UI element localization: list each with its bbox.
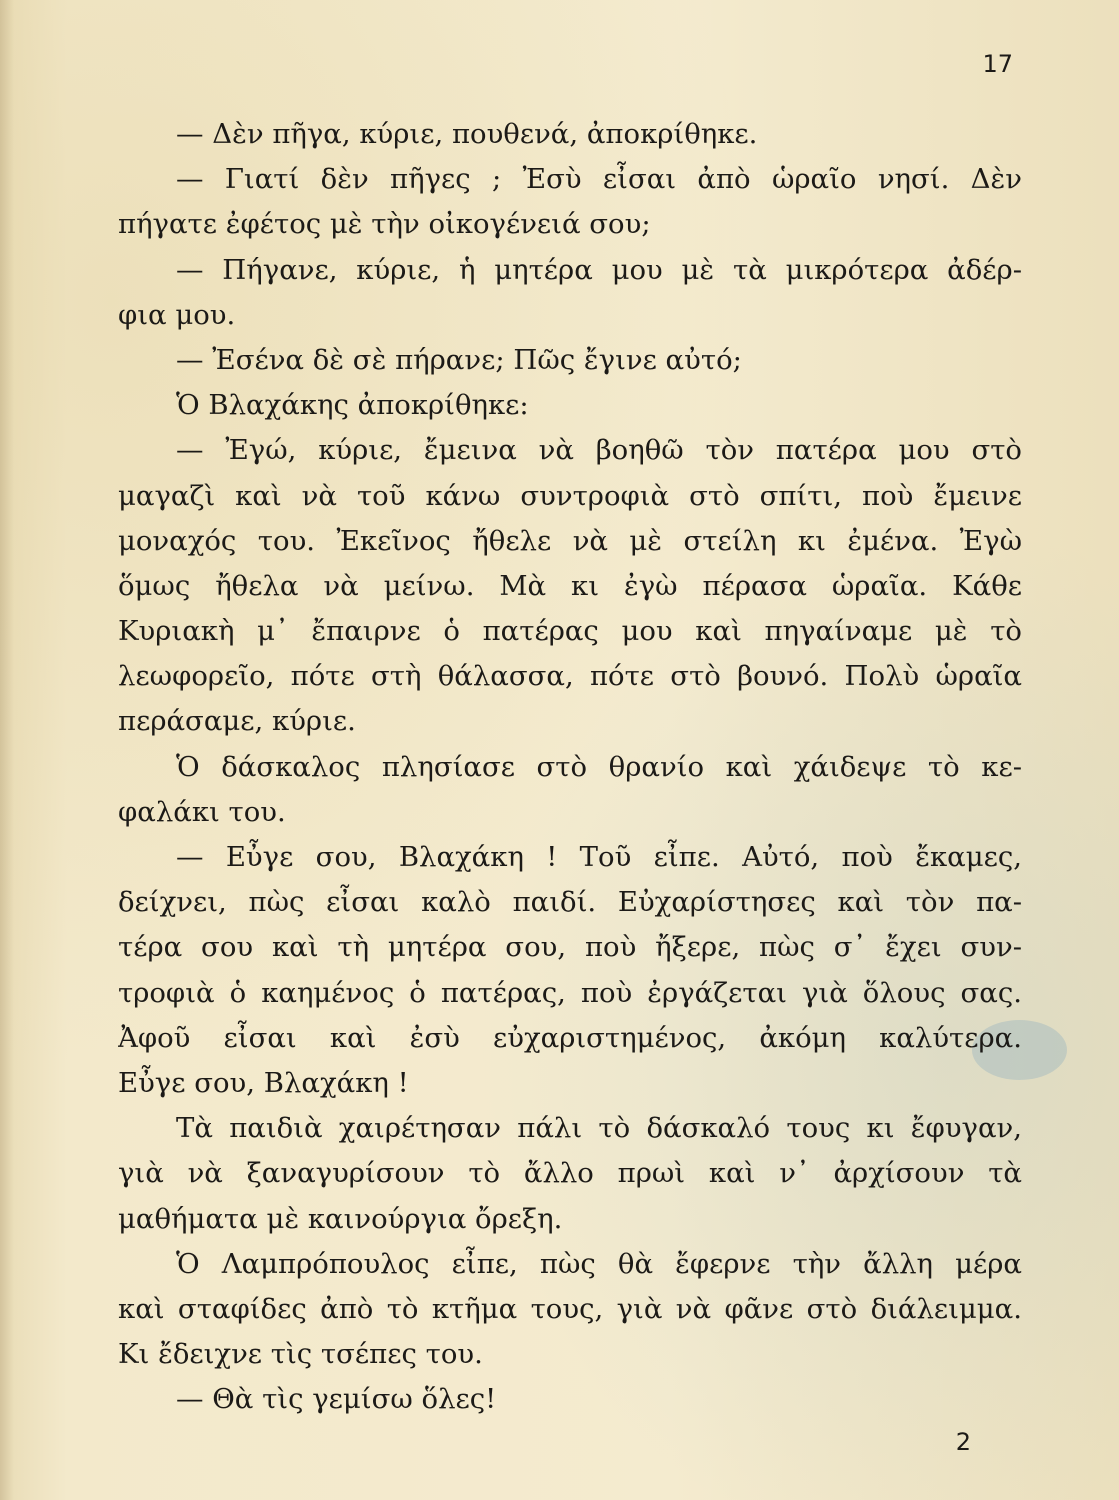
text-line: φια μου. <box>118 298 236 331</box>
text-body <box>118 112 1022 1422</box>
text-line: μαθήματα μὲ καινούργια ὄρεξη. <box>118 1202 563 1235</box>
text-line: καὶ σταφίδες ἀπὸ τὸ κτῆμα τους, γιὰ νὰ φᾶνε στὸ διάλειμμα. <box>118 1292 1022 1325</box>
text-line: Κι ἔδειχνε τὶς τσέπες του. <box>118 1338 483 1371</box>
text-line: — Ἐσένα δὲ σὲ πήρανε; Πῶς ἔγινε αὐτό; <box>176 343 742 376</box>
text-line: δείχνει, πὼς εἶσαι καλὸ παιδί. Εὐχαρίστησες καὶ τὸν πα- <box>118 886 1022 919</box>
text-line: — Εὖγε σου, Βλαχάκη ! Τοῦ εἶπε. Αὐτό, ποὺ ἔκαμες, <box>176 841 1022 873</box>
text-line: γιὰ νὰ ξαναγυρίσουν τὸ ἄλλο πρωὶ καὶ ν᾽ ἀρχίσουν τὰ <box>118 1157 1022 1190</box>
text-line: — Θὰ τὶς γεμίσω ὅλες! <box>176 1383 497 1416</box>
text-line: περάσαμε, κύριε. <box>118 705 356 738</box>
text-line: — Ἐγώ, κύριε, ἔμεινα νὰ βοηθῶ τὸν πατέρα μου στὸ <box>176 434 1022 467</box>
text-line: Ὁ Λαμπρόπουλος εἶπε, πὼς θὰ ἔφερνε τὴν ἄλλη μέρα <box>176 1247 1022 1280</box>
text-line: — Γιατί δὲν πῆγες ; Ἐσὺ εἶσαι ἀπὸ ὡραῖο νησί. Δὲν <box>176 163 1022 196</box>
text-line: — Πήγανε, κύριε, ἡ μητέρα μου μὲ τὰ μικρότερα ἀδέρ- <box>176 253 1022 286</box>
text-line: Εὖγε σου, Βλαχάκη ! <box>118 1066 409 1099</box>
text-line: πήγατε ἐφέτος μὲ τὴν οἰκογένειά σου; <box>118 208 651 241</box>
text-line: φαλάκι του. <box>118 795 286 828</box>
text-line: τέρα σου καὶ τὴ μητέρα σου, ποὺ ἤξερε, πὼς σ᾽ ἔχει συν- <box>118 931 1022 964</box>
text-line: μαγαζὶ καὶ νὰ τοῦ κάνω συντροφιὰ στὸ σπίτι, ποὺ ἔμεινε <box>118 479 1022 512</box>
page-number: 17 <box>982 50 1013 78</box>
text-line: Τὰ παιδιὰ χαιρέτησαν πάλι τὸ δάσκαλό τους κι ἔφυγαν, <box>176 1112 1022 1145</box>
text-line: — Δὲν πῆγα, κύριε, πουθενά, ἀποκρίθηκε. <box>176 118 758 150</box>
text-line: Ὁ δάσκαλος πλησίασε στὸ θρανίο καὶ χάιδεψε τὸ κε- <box>176 750 1022 783</box>
page-spine-shadow <box>0 0 14 1500</box>
text-line: ὅμως ἤθελα νὰ μείνω. Μὰ κι ἐγὼ πέρασα ὡραῖα. Κάθε <box>118 569 1022 602</box>
text-line: λεωφορεῖο, πότε στὴ θάλασσα, πότε στὸ βουνό. Πολὺ ὡραῖα <box>118 660 1022 693</box>
text-line: Ἀφοῦ εἶσαι καὶ ἐσὺ εὐχαριστημένος, ἀκόμη καλύτερα. <box>118 1021 1022 1054</box>
text-line: τροφιὰ ὁ καημένος ὁ πατέρας, ποὺ ἐργάζεται γιὰ ὅλους σας. <box>118 976 1022 1009</box>
text-line: Κυριακὴ μ᾽ ἔπαιρνε ὁ πατέρας μου καὶ πηγαίναμε μὲ τὸ <box>118 615 1022 648</box>
signature-mark: 2 <box>955 1428 971 1456</box>
text-line: Ὁ Βλαχάκης ἀποκρίθηκε: <box>176 389 529 422</box>
text-line: μοναχός του. Ἐκεῖνος ἤθελε νὰ μὲ στείλη κι ἐμένα. Ἐγὼ <box>118 524 1022 557</box>
